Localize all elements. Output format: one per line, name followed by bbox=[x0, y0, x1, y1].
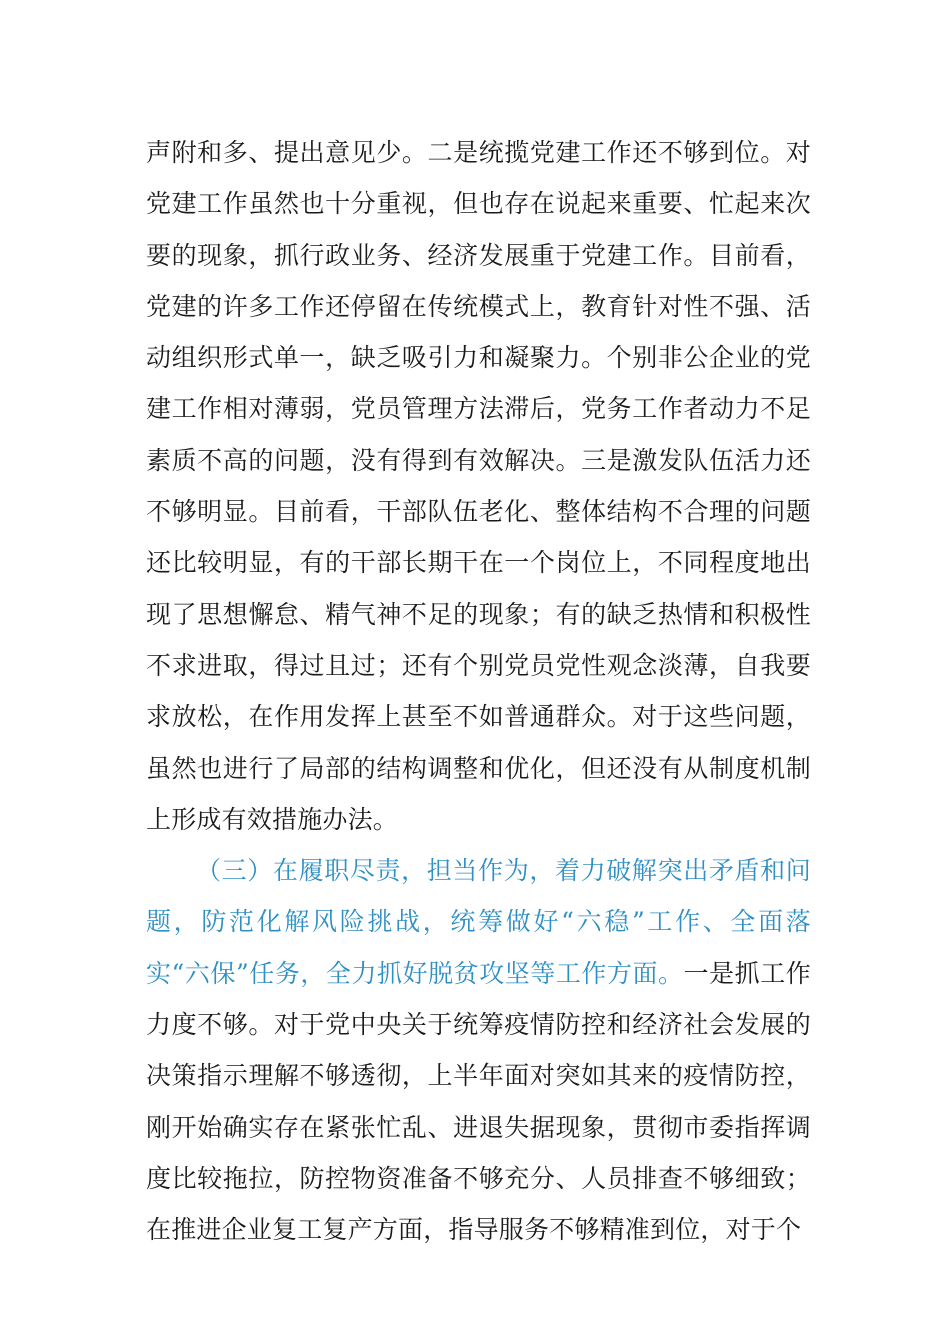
section-heading: （三）在履职尽责，担当作为，着力破解突出矛盾和问题，防范化解风险挑战，统筹做好“六稳”工作、全面落实“六保”任务，全力抓好脱贫攻坚等工作方面。 bbox=[146, 856, 811, 988]
body-paragraph bbox=[146, 127, 811, 845]
paragraph-text: 声附和多、提出意见少。二是统揽党建工作还不够到位。对党建工作虽然也十分重视，但也存在说起来重要、忙起来次要的现象，抓行政业务、经济发展重于党建工作。目前看，党建的许多工作还停留在传统模式上，教育针对性不强、活动组织形式单一，缺乏吸引力和凝聚力。个别非公企业的党建工作相对薄弱，党员管理方法滞后，党务工作者动力不足素质不高的问题，没有得到有效解决。三是激发队伍活力还不够明显。目前看，干部队伍老化、整体结构不合理的问题还比较明显，有的干部长期干在一个岗位上，不同程度地出现了思想懈怠、精气神不足的现象；有的缺乏热情和积极性不求进取，得过且过；还有个别党员党性观念淡薄，自我要求放松，在作用发挥上甚至不如普通群众。对于这些问题，虽然也进行了局部的结构调整和优化，但还没有从制度机制上形成有效措施办法。 bbox=[146, 138, 811, 834]
paragraph-text: 一是抓工作力度不够。对于党中央关于统筹疫情防控和经济社会发展的决策指示理解不够透彻，上半年面对突如其来的疫情防控，刚开始确实存在紧张忙乱、进退失据现象，贯彻市委指挥调度比较拖拉，防控物资准备不够充分、人员排查不够细致；在推进企业复工复产方面，指导服务不够精准到位，对于个 bbox=[146, 958, 811, 1245]
section-paragraph bbox=[146, 845, 811, 1255]
document-body bbox=[146, 127, 811, 1256]
